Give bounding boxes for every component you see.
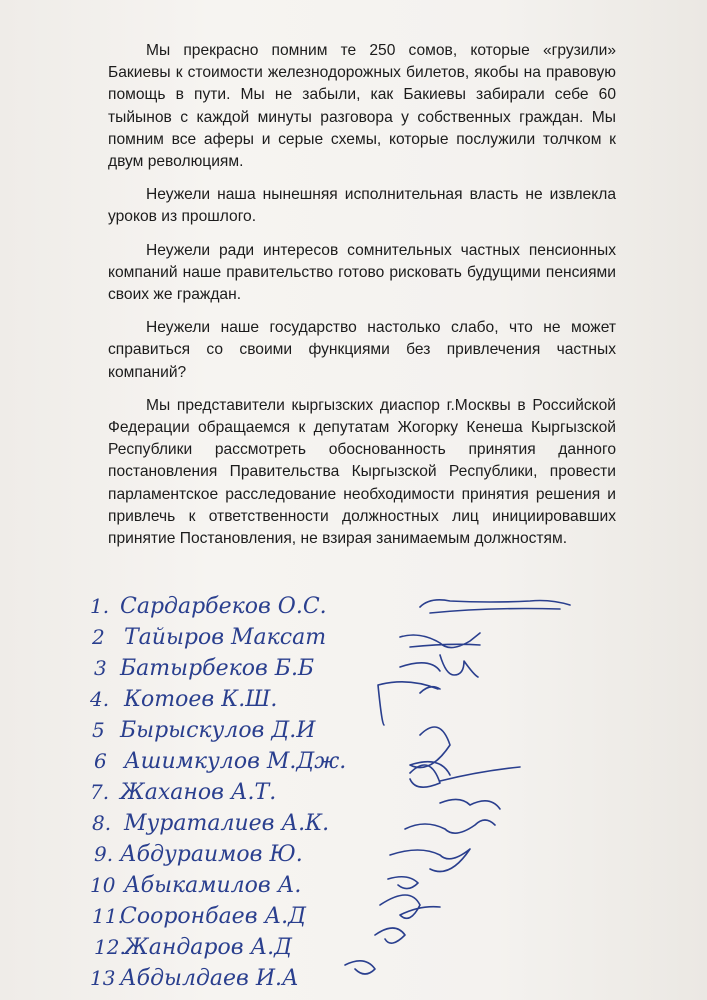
paragraph-4: Неужели наше государство настолько слабо, что не может справиться со своими функциями без привлечения частных компаний? [108, 319, 616, 381]
paragraph-5: Мы представители кыргызских диаспор г.Москвы в Российской Федерации обращаемся к депутатам Жогорку Кенеша Кыргызской Республики рассмотреть обоснованность принятия данного постановления Правительства Кыргызской Республики, провести парламентское расследование необходимости принятия решения и привлечь к ответственности должностных лиц инициировавших принятие Постановления, не взирая занимаемым должностям. [108, 396, 616, 548]
signature-name: Ашимкулов М.Дж. [124, 749, 347, 774]
signature-number: 13 [90, 966, 116, 990]
signature-number: 8. [92, 811, 112, 835]
signature-number: 9. [94, 842, 114, 866]
signature-number: 2 [92, 625, 105, 649]
signature-name: Абыкамилов А. [124, 873, 302, 898]
signature-name: Сооронбаев А.Д [120, 904, 307, 929]
signature-number: 7. [90, 780, 110, 804]
document-body [108, 40, 616, 561]
signature-name: Абдураимов Ю. [120, 842, 303, 867]
signature-number: 6 [94, 749, 107, 773]
signature-name: Абдылдаев И.А [120, 966, 299, 991]
signature-name: Бырыскулов Д.И [120, 718, 316, 743]
paragraph-1: Мы прекрасно помним те 250 сомов, которые «грузили» Бакиевы к стоимости железнодорожных билетов, якобы на правовую помощь в пути. Мы не забыли, как Бакиевы забирали себе 60 тыйынов с каждой минуты разговора у собственных граждан. Мы помним все аферы и серые схемы, которые послужили толчком к двум революциям. [108, 42, 616, 171]
signature-name: Жаханов А.Т. [120, 780, 277, 805]
paragraph-2: Неужели наша нынешняя исполнительная власть не извлекла уроков из прошлого. [108, 186, 616, 226]
signature-number: 5 [92, 718, 105, 742]
signature-name: Жандаров А.Д [124, 935, 293, 960]
signature-name: Тайыров Максат [124, 625, 327, 650]
signature-name: Батырбеков Б.Б [120, 656, 315, 681]
signature-number: 1. [90, 594, 110, 618]
signature-name: Мураталиев А.К. [124, 811, 330, 836]
signature-number: 11. [92, 904, 124, 928]
signature-number: 12. [94, 935, 126, 959]
signature-sheet [0, 585, 707, 1000]
signature-number: 4. [90, 687, 110, 711]
signature-name: Котоев К.Ш. [124, 687, 278, 712]
paragraph-3: Неужели ради интересов сомнительных частных пенсионных компаний наше правительство готово рисковать будущими пенсиями своих же граждан. [108, 241, 616, 304]
signature-number: 3 [94, 656, 107, 680]
signature-marks [345, 600, 570, 974]
signature-number: 10 [90, 873, 116, 897]
signature-name: Сардарбеков О.С. [120, 594, 327, 619]
signature-list [0, 585, 707, 1000]
